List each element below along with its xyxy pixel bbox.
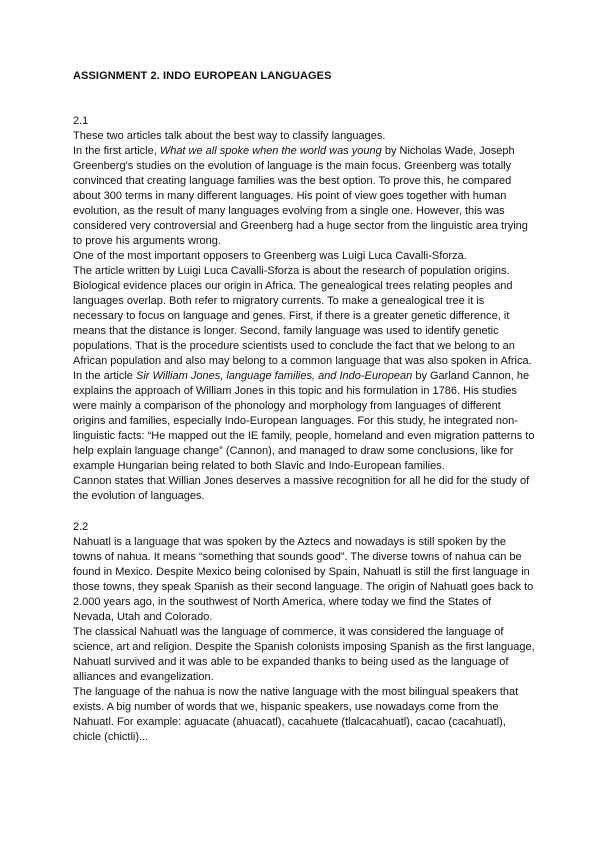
paragraph: These two articles talk about the best way to classify languages. [73, 130, 386, 142]
article-title: What we all spoke when the world was young [159, 145, 382, 157]
text-run: In the first article, [73, 145, 160, 157]
paragraph: Cannon states that Willian Jones deserves a massive recognition for all he did for the study of the evolution of languages. [73, 475, 530, 502]
paragraph: The classical Nahuatl was the language of commerce, it was considered the language of science, art and religion. Despite the Spanish colonists imposing Spanish as the first language, Nahuatl survived and it was able to be expanded thanks to being used as the language of alliances and evangelization. [73, 626, 535, 683]
section-label-2-1: 2.1 [73, 115, 89, 127]
paragraph: One of the most important opposers to Greenberg was Luigi Luca Cavalli-Sforza. [73, 250, 467, 262]
document-page [73, 70, 535, 745]
paragraph: The article written by Luigi Luca Cavalli-Sforza is about the research of population origins. Biological evidence places our origin in Africa. The genealogical trees relating peoples and languages overlap. Both refer to migratory currents. To make a genealogical tree it is necessary to focus on language and genes. First, if there is a greater genetic difference, it means that the distance is longer. Second, family language was used to identify genetic populations. That is the procedure scientists used to conclude the fact that we belong to an African population and also may belong to a common language that was also spoken in Africa. [73, 265, 532, 367]
section-label-2-2: 2.2 [73, 521, 89, 533]
paragraph: Nahuatl is a language that was spoken by the Aztecs and nowadays is still spoken by the towns of nahua. It means “something that sounds good”. The diverse towns of nahua can be found in Mexico. Despite Mexico being colonised by Spain, Nahuatl is still the first language in those towns, they speak Spanish as their second language. The origin of Nahuatl goes back to 2.000 years ago, in the southwest of North America, where today we find the States of Nevada, Utah and Colorado. [73, 536, 534, 623]
text-run: In the article [73, 370, 136, 382]
text-run: by Nicholas Wade, Joseph Greenberg's studies on the evolution of language is the main focus. Greenberg was totally convinced that creating language families was the best option. To prove this, he compared about 300 terms in many different languages. His point of view goes together with human evolution, as the result of many languages evolving from a single one. However, this was considered very controversial and Greenberg had a huge sector from the linguistic area trying to prove his arguments wrong. [73, 145, 528, 247]
text-run: by Garland Cannon, he explains the approach of William Jones in this topic and his formulation in 1786. His studies were mainly a comparison of the phonology and morphology from languages of different origins and families, especially Indo-European languages. For this study, he integrated non-linguistic facts: “He mapped out the IE family, people, homeland and even migration patterns to help explain language change” (Cannon), and managed to draw some conclusions, like for example Hungarian being related to both Slavic and Indo-European families. [73, 370, 535, 472]
paragraph [73, 369, 535, 474]
document-title: ASSIGNMENT 2. INDO EUROPEAN LANGUAGES [73, 70, 332, 82]
paragraph [73, 144, 535, 249]
article-title: Sir William Jones, language families, and Indo-European [135, 370, 413, 382]
paragraph: The language of the nahua is now the native language with the most bilingual speakers that exists. A big number of words that we, hispanic speakers, use nowadays come from the Nahuatl. For example: aguacate (ahuacatl), cacahuete (tlalcacahuatl), cacao (cacahuatl), chicle (chictli)... [73, 686, 519, 743]
section-gap [73, 504, 535, 520]
